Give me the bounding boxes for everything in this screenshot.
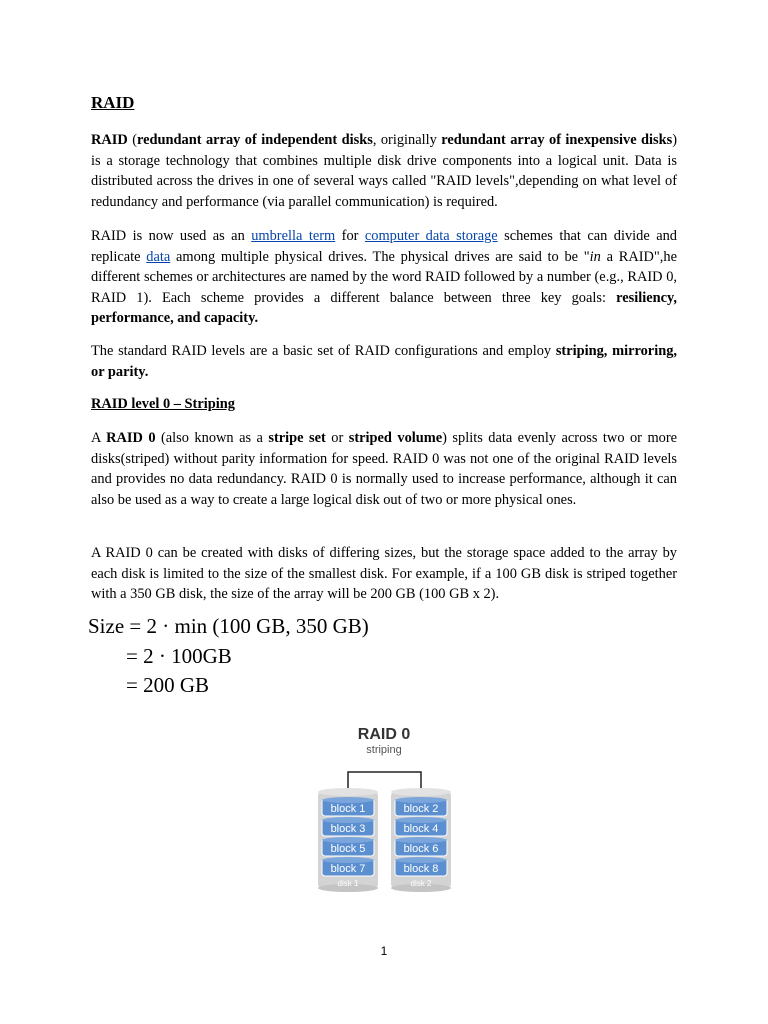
raid-term: RAID <box>91 132 128 148</box>
paragraph-intro <box>91 130 677 212</box>
disk-2-block <box>395 797 447 816</box>
block-label: block 2 <box>403 803 439 815</box>
disk-2-label: disk 2 <box>410 879 432 888</box>
text-span: ) splits data evenly across two or more disks(striped) without parity information for speed. RAID 0 was not one of the original RAID levels and provides no data redundancy. RAID 0 is normally used to increase performance, although it can also be used as a way to create a large logical disk out of two or more physical ones. <box>91 430 678 508</box>
link-computer-data-storage[interactable]: computer data storage <box>364 228 498 244</box>
raid0-diagram <box>310 720 460 895</box>
size-formula <box>88 614 378 704</box>
raid-expansion: redundant array of independent disks <box>137 132 373 148</box>
formula-line-3: = 200 GB <box>126 673 210 697</box>
raid0-term: RAID 0 <box>106 430 156 446</box>
italic-in: in <box>589 248 601 265</box>
text-span: for <box>335 228 365 244</box>
text-span: among multiple physical drives. The physical drives are said to be " <box>170 248 590 265</box>
disk-2-block <box>395 837 447 856</box>
techniques: striping, mirroring, or parity. <box>91 343 677 380</box>
disk-1-blocks <box>322 797 374 876</box>
diagram-title: RAID 0 <box>357 726 411 743</box>
text-span: , originally <box>372 132 442 148</box>
block-label: block 3 <box>330 823 366 835</box>
text-span: ) is a storage technology that combines multiple disk drive components into a logical unit. Data is distributed across the drives in one of several ways called "RAID levels",depending on what level of redundancy and performance (via parallel communication) is required. <box>91 132 678 210</box>
block-label: block 1 <box>330 803 366 815</box>
text-span: A <box>91 430 107 446</box>
formula-line-1: Size = 2 · min (100 GB, 350 GB) <box>88 614 369 638</box>
text-span: RAID is now used as an <box>91 228 252 244</box>
text-span: a RAID",he different schemes or architectures are named by the word RAID followed by a number (e.g., RAID 0, RAID 1). Each scheme provides a different balance between three key goals: <box>91 248 677 306</box>
paragraph-usage <box>91 226 677 329</box>
disk-1-block <box>322 837 374 856</box>
paragraph-raid0-description <box>91 428 677 510</box>
text-span: The standard RAID levels are a basic set of RAID configurations and employ <box>91 343 556 359</box>
raid0-diagram-svg <box>310 720 460 895</box>
disk-2-block <box>395 857 447 876</box>
disk-1-block <box>322 857 374 876</box>
paragraph-raid0-size: A RAID 0 can be created with disks of differing sizes, but the storage space added to the array by each disk is limited to the size of the smallest disk. For example, if a 100 GB disk is striped together with a 350 GB disk, the size of the array will be 200 GB (100 GB x 2). <box>91 545 677 603</box>
raid-original-expansion: redundant array of inexpensive disks <box>441 132 673 148</box>
text-span: ( <box>127 132 138 148</box>
formula-line-2: = 2 · 100GB <box>126 644 232 668</box>
text-span: schemes that can divide and replicate <box>91 228 677 265</box>
striped-volume-term: striped volume <box>348 430 443 446</box>
page-title: RAID <box>91 93 135 112</box>
disk-2-top <box>391 788 451 796</box>
block-label: block 8 <box>403 863 439 875</box>
text-span: (also known as a <box>155 430 269 446</box>
disk-1 <box>318 788 378 892</box>
stripe-set-term: stripe set <box>268 430 326 446</box>
block-label: block 6 <box>403 843 439 855</box>
section-heading-raid0: RAID level 0 – Striping <box>91 396 235 412</box>
disk-2-blocks <box>395 797 447 876</box>
disk-2-block <box>395 817 447 836</box>
link-data[interactable]: data <box>146 248 171 265</box>
page-number: 1 <box>380 944 388 958</box>
block-label: block 5 <box>330 843 366 855</box>
block-label: block 7 <box>330 863 366 875</box>
key-goals: resiliency, performance, and capacity. <box>91 289 677 327</box>
link-umbrella-term[interactable]: umbrella term <box>251 228 336 244</box>
disk-1-top <box>318 788 378 796</box>
disk-1-block <box>322 817 374 836</box>
text-span: or <box>325 430 349 446</box>
disk-2 <box>391 788 451 892</box>
paragraph-standard-levels <box>91 341 677 382</box>
diagram-subtitle: striping <box>366 744 402 756</box>
disk-1-label: disk 1 <box>337 879 359 888</box>
block-label: block 4 <box>403 823 439 835</box>
disk-1-block <box>322 797 374 816</box>
